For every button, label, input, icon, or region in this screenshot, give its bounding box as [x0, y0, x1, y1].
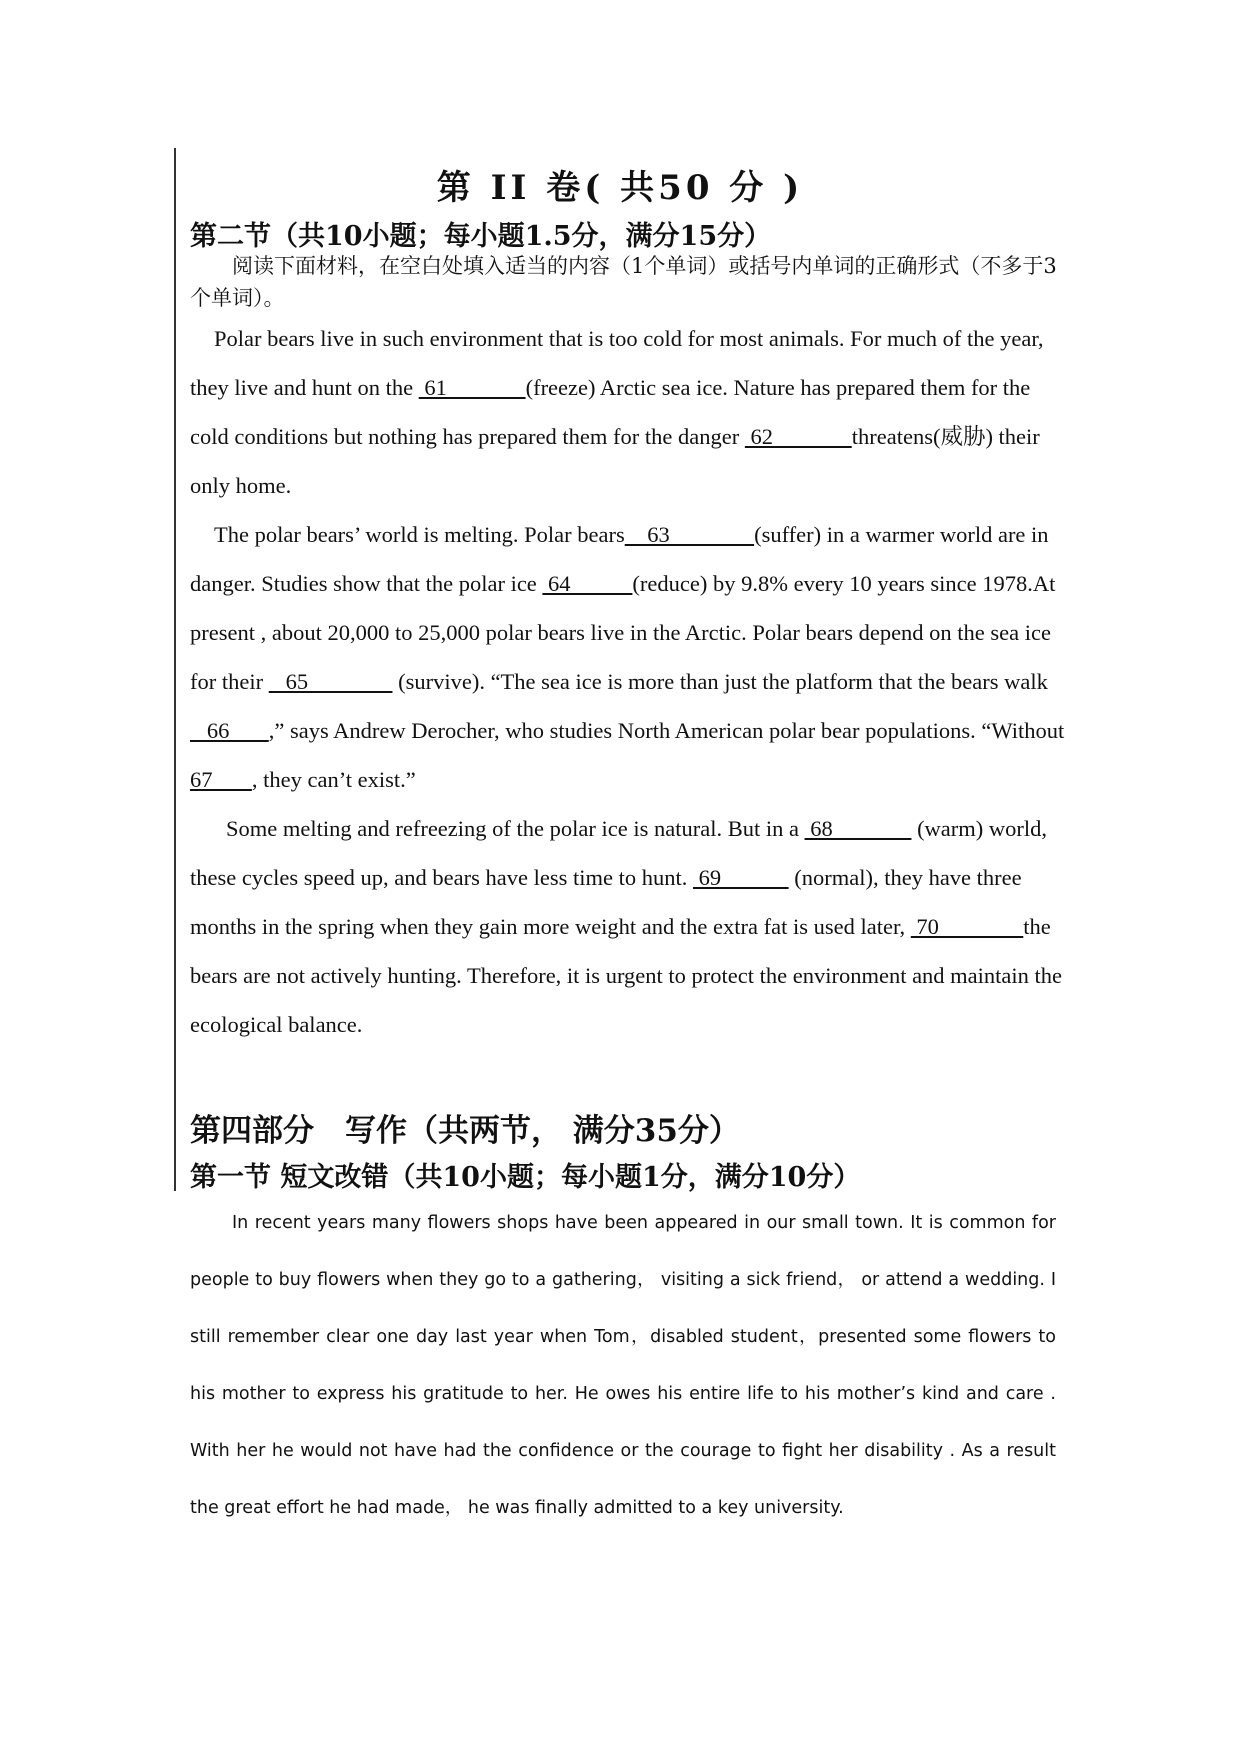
blank-66[interactable]: 66	[190, 718, 269, 743]
passage-text: , they can’t exist.”	[251, 767, 416, 792]
blank-61[interactable]: 61	[418, 375, 526, 400]
passage-text: (freeze) Arctic sea ice. Nature has prepared them for the cold conditions but nothing has prepared them for the danger	[190, 375, 1031, 449]
passage-text: The polar bears’ world is melting. Polar bears	[214, 522, 625, 547]
blank-70[interactable]: 70	[910, 914, 1024, 939]
section2-instruction: 阅读下面材料，在空白处填入适当的内容（1个单词）或括号内单词的正确形式（不多于3个单词）。	[190, 254, 1057, 310]
blank-69[interactable]: 69	[692, 865, 789, 890]
passage-text: (survive). “The sea ice is more than just the platform that the bears walk	[392, 669, 1048, 694]
blank-63[interactable]: 63	[624, 522, 755, 547]
passage-paragraph	[190, 804, 1068, 1049]
passage-text: Polar bears live in such environment that is too cold for most animals. For much of the year, they live and hunt on the	[190, 326, 1044, 400]
blank-62[interactable]: 62	[744, 424, 852, 449]
section2-heading: 第二节（共10小题；每小题1.5分，满分15分）	[190, 221, 772, 252]
part4-section1-heading: 第一节 短文改错（共10小题；每小题1分，满分10分）	[190, 1162, 861, 1193]
passage-paragraph	[190, 314, 1068, 510]
blank-68[interactable]: 68	[804, 816, 912, 841]
blank-67[interactable]: 67	[190, 767, 252, 792]
passage-paragraph	[190, 510, 1068, 804]
part4-heading: 第四部分 写作（共两节， 满分35分）	[190, 1113, 740, 1149]
margin-line	[174, 148, 176, 1191]
passage-text: Some melting and refreezing of the polar ice is natural. But in a	[226, 816, 805, 841]
cloze-passage	[190, 314, 1068, 1049]
passage-text: (suffer) in a warmer world are in danger. Studies show that the polar ice	[190, 522, 1049, 596]
passage-text: threatens(威胁) their only home.	[190, 424, 1040, 498]
blank-65[interactable]: 65	[268, 669, 393, 694]
paper-title: 第 II 卷( 共50 分 )	[436, 168, 804, 208]
passage-text: (reduce) by 9.8% every 10 years since 1978.At present , about 20,000 to 25,000 polar bears live in the Arctic. Polar bears depend on the sea ice for their	[190, 571, 1056, 694]
passage-text: (normal), they have three months in the spring when they gain more weight and the extra fat is used later,	[190, 865, 1022, 939]
passage-text: the bears are not actively hunting. Therefore, it is urgent to protect the environment and maintain the ecological balance.	[190, 914, 1063, 1037]
passage-text: (warm) world, these cycles speed up, and bears have less time to hunt.	[190, 816, 1048, 890]
passage-text: ,” says Andrew Derocher, who studies North American polar bear populations. “Without	[268, 718, 1065, 743]
blank-64[interactable]: 64	[542, 571, 633, 596]
error-correction-text: In recent years many flowers shops have been appeared in our small town. It is common for people to buy flowers when they go to a gathering， visiting a sick friend， or attend a wedding. I still remember clear one day last year when Tom，disabled student，presented some flowers to his mother to express his gratitude to her. He owes his entire life to his mother’s kind and care . With her he would not have had the confidence or the courage to fight her disability . As a result the great effort he had made， he was finally admitted to a key university.	[190, 1213, 1056, 1518]
